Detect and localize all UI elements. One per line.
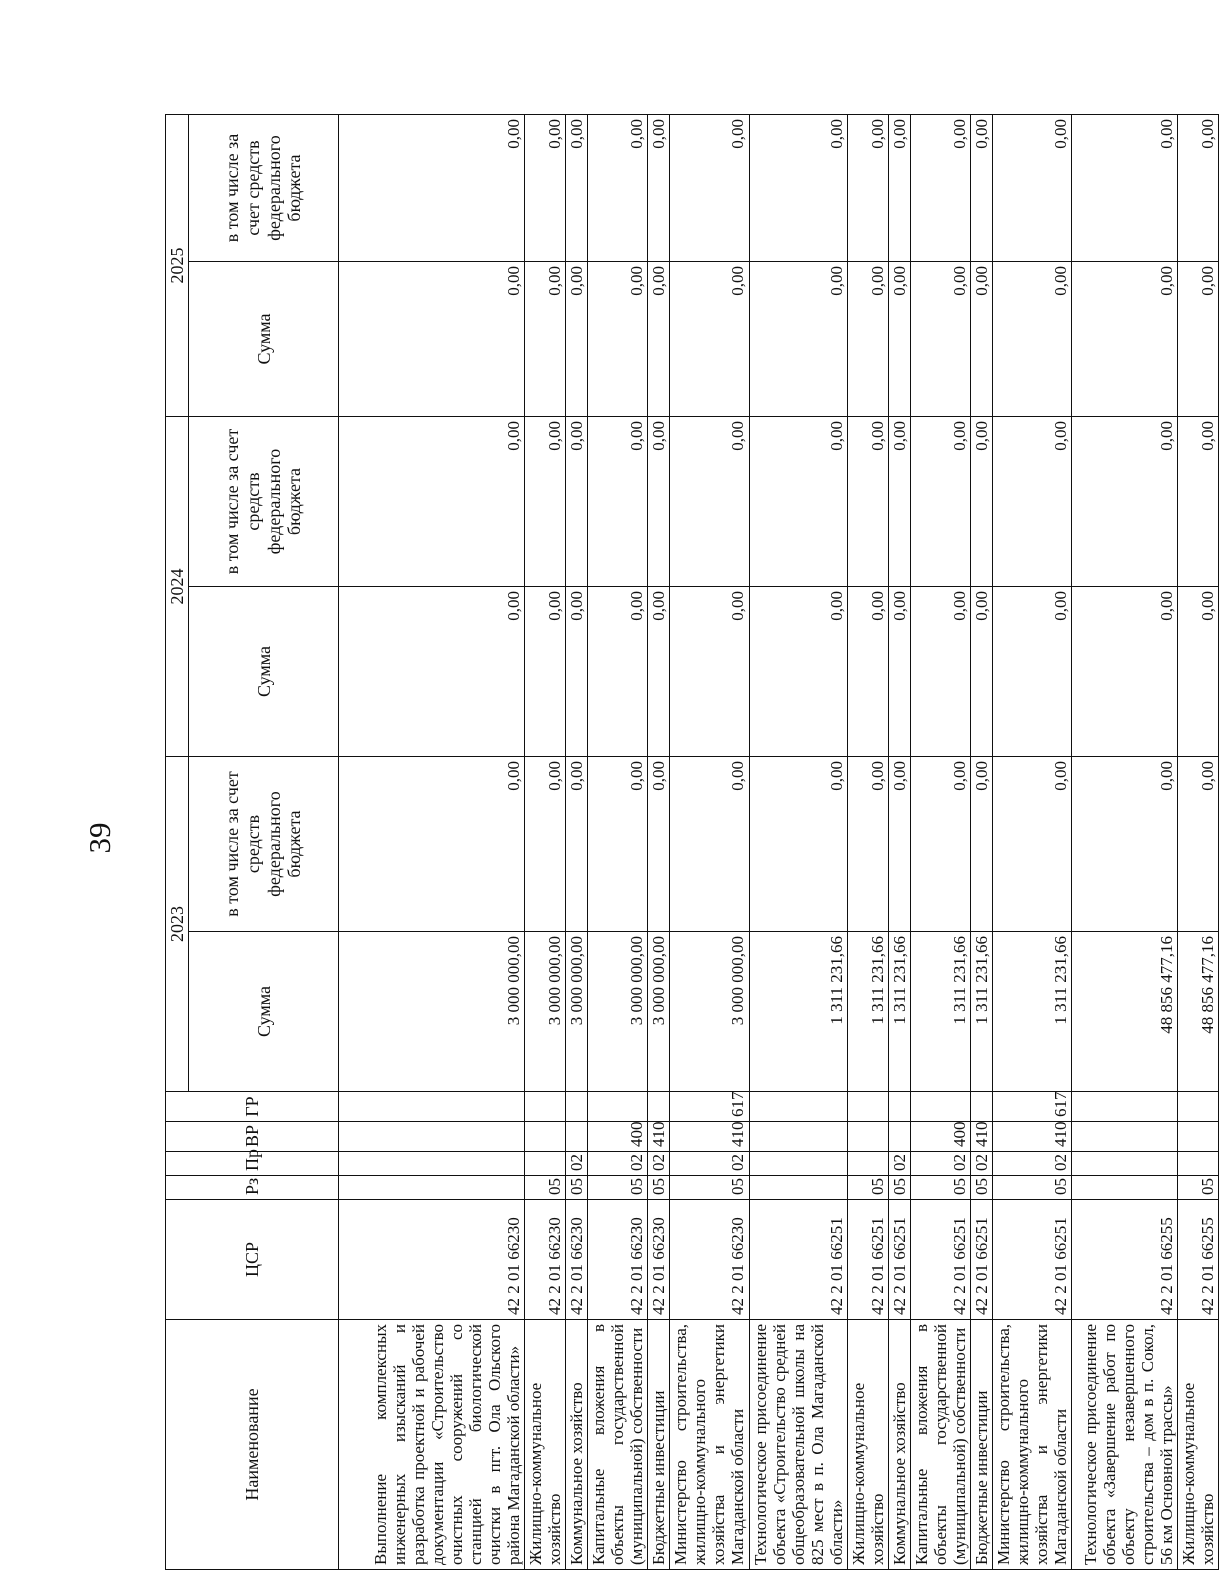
row-vr: 410	[648, 1122, 670, 1152]
row-vr	[525, 1122, 566, 1152]
header-federal: в том числе за счет средств федерального бюджета	[189, 115, 339, 262]
row-gr	[648, 1092, 670, 1122]
row-federal-2023: 0,00	[910, 757, 970, 932]
row-name: Министерство строительства, жилищно-коммунального хозяйства и энергетики Магаданской области	[992, 1320, 1071, 1570]
row-rz: 05	[910, 1176, 970, 1200]
row-sum-2024: 0,00	[749, 587, 847, 757]
header-federal: в том числе за счет средств федерального бюджета	[189, 757, 339, 932]
row-pr: 02	[910, 1152, 970, 1176]
row-sum-2025: 0,00	[992, 262, 1071, 417]
row-federal-2024: 0,00	[970, 417, 992, 587]
row-sum-2024: 0,00	[910, 587, 970, 757]
row-csr: 42 2 01 66255	[1178, 1200, 1219, 1320]
table-row	[670, 115, 749, 1570]
row-vr	[847, 1122, 888, 1152]
row-gr: 617	[670, 1092, 749, 1122]
table-row	[910, 115, 970, 1570]
header-federal: в том числе за счет средств федерального бюджета	[189, 417, 339, 587]
row-federal-2025: 0,00	[588, 115, 648, 262]
row-federal-2023: 0,00	[566, 757, 588, 932]
row-sum-2024: 0,00	[566, 587, 588, 757]
row-name: Жилищно-коммунальное хозяйство	[1178, 1320, 1219, 1570]
header-pr: Пр	[166, 1152, 339, 1176]
row-pr: 02	[888, 1152, 910, 1176]
table-body	[339, 115, 1219, 1570]
row-federal-2023: 0,00	[339, 757, 525, 932]
row-sum-2025: 0,00	[588, 262, 648, 417]
row-sum-2024: 0,00	[648, 587, 670, 757]
row-federal-2025: 0,00	[847, 115, 888, 262]
row-federal-2025: 0,00	[1178, 115, 1219, 262]
row-sum-2024: 0,00	[670, 587, 749, 757]
row-vr	[1178, 1122, 1219, 1152]
row-sum-2025: 0,00	[566, 262, 588, 417]
row-federal-2024: 0,00	[749, 417, 847, 587]
row-gr	[910, 1092, 970, 1122]
row-sum-2025: 0,00	[970, 262, 992, 417]
table-row	[525, 115, 566, 1570]
row-rz: 05	[588, 1176, 648, 1200]
row-name: Бюджетные инвестиции	[970, 1320, 992, 1570]
row-vr	[749, 1122, 847, 1152]
header-csr: ЦСР	[166, 1200, 339, 1320]
row-pr: 02	[670, 1152, 749, 1176]
row-sum-2024: 0,00	[970, 587, 992, 757]
table-row	[588, 115, 648, 1570]
row-federal-2025: 0,00	[970, 115, 992, 262]
row-csr: 42 2 01 66251	[847, 1200, 888, 1320]
row-sum-2023: 48 856 477,16	[1178, 932, 1219, 1092]
row-vr: 410	[970, 1122, 992, 1152]
row-sum-2023: 3 000 000,00	[339, 932, 525, 1092]
row-sum-2023: 1 311 231,66	[847, 932, 888, 1092]
row-csr: 42 2 01 66251	[970, 1200, 992, 1320]
row-rz: 05	[648, 1176, 670, 1200]
row-rz	[339, 1176, 525, 1200]
row-name: Технологическое присоединение объекта «Завершение работ по объекту незавершенного строительства – дом в п. Сокол, 56 км Основной трассы»	[1072, 1320, 1178, 1570]
row-csr: 42 2 01 66230	[525, 1200, 566, 1320]
row-rz: 05	[992, 1176, 1071, 1200]
row-federal-2024: 0,00	[1072, 417, 1178, 587]
row-pr	[847, 1152, 888, 1176]
row-name: Выполнение комплексных инженерных изысканий и разработка проектной и рабочей документации «Строительство очистных сооружений со станцией биологической очистки в пгт. Ола Ольского района Магаданской области»	[339, 1320, 525, 1570]
row-sum-2024: 0,00	[992, 587, 1071, 757]
row-federal-2023: 0,00	[588, 757, 648, 932]
row-sum-2025: 0,00	[1178, 262, 1219, 417]
row-sum-2023: 1 311 231,66	[992, 932, 1071, 1092]
row-sum-2024: 0,00	[525, 587, 566, 757]
header-gr: ГР	[166, 1092, 339, 1122]
row-csr: 42 2 01 66230	[648, 1200, 670, 1320]
row-rz: 05	[566, 1176, 588, 1200]
row-gr	[970, 1092, 992, 1122]
row-sum-2024: 0,00	[339, 587, 525, 757]
row-sum-2025: 0,00	[339, 262, 525, 417]
row-federal-2023: 0,00	[525, 757, 566, 932]
row-federal-2023: 0,00	[648, 757, 670, 932]
page-number: 39	[82, 822, 117, 854]
row-name: Коммунальное хозяйство	[888, 1320, 910, 1570]
row-csr: 42 2 01 66255	[1072, 1200, 1178, 1320]
row-sum-2025: 0,00	[525, 262, 566, 417]
row-name: Технологическое присоединение объекта «Строительство средней общеобразовательной школы на 825 мест в п. Ола Магаданской области»	[749, 1320, 847, 1570]
table-row	[339, 115, 525, 1570]
row-vr	[566, 1122, 588, 1152]
row-sum-2023: 1 311 231,66	[749, 932, 847, 1092]
header-sum: Сумма	[189, 587, 339, 757]
header-year-2025: 2025	[166, 115, 189, 417]
row-federal-2025: 0,00	[670, 115, 749, 262]
row-federal-2025: 0,00	[648, 115, 670, 262]
row-name: Бюджетные инвестиции	[648, 1320, 670, 1570]
row-federal-2024: 0,00	[910, 417, 970, 587]
row-federal-2023: 0,00	[992, 757, 1071, 932]
row-gr	[525, 1092, 566, 1122]
row-pr: 02	[970, 1152, 992, 1176]
row-csr: 42 2 01 66230	[670, 1200, 749, 1320]
row-pr	[525, 1152, 566, 1176]
header-year-2024: 2024	[166, 417, 189, 757]
budget-table	[165, 114, 1219, 1570]
row-sum-2023: 3 000 000,00	[566, 932, 588, 1092]
row-rz: 05	[1178, 1176, 1219, 1200]
row-federal-2024: 0,00	[1178, 417, 1219, 587]
row-vr: 410	[992, 1122, 1071, 1152]
row-pr: 02	[588, 1152, 648, 1176]
row-rz	[749, 1176, 847, 1200]
row-sum-2024: 0,00	[847, 587, 888, 757]
row-name: Коммунальное хозяйство	[566, 1320, 588, 1570]
rotated-table-area	[165, 115, 1218, 1570]
row-federal-2025: 0,00	[749, 115, 847, 262]
table-row	[1072, 115, 1178, 1570]
row-federal-2023: 0,00	[1178, 757, 1219, 932]
row-sum-2025: 0,00	[1072, 262, 1178, 417]
row-sum-2023: 3 000 000,00	[525, 932, 566, 1092]
row-federal-2025: 0,00	[566, 115, 588, 262]
row-federal-2023: 0,00	[888, 757, 910, 932]
row-gr: 617	[992, 1092, 1071, 1122]
row-sum-2024: 0,00	[1178, 587, 1219, 757]
row-vr: 400	[910, 1122, 970, 1152]
row-csr: 42 2 01 66251	[992, 1200, 1071, 1320]
row-vr	[339, 1122, 525, 1152]
row-sum-2023: 1 311 231,66	[970, 932, 992, 1092]
row-sum-2025: 0,00	[648, 262, 670, 417]
row-sum-2024: 0,00	[888, 587, 910, 757]
row-csr: 42 2 01 66251	[749, 1200, 847, 1320]
row-federal-2023: 0,00	[970, 757, 992, 932]
row-sum-2023: 1 311 231,66	[888, 932, 910, 1092]
row-rz: 05	[847, 1176, 888, 1200]
row-name: Жилищно-коммунальное хозяйство	[847, 1320, 888, 1570]
row-sum-2023: 1 311 231,66	[910, 932, 970, 1092]
row-vr	[888, 1122, 910, 1152]
row-name: Капитальные вложения в объекты государственной (муниципальной) собственности	[588, 1320, 648, 1570]
header-vr: ВР	[166, 1122, 339, 1152]
row-vr: 400	[588, 1122, 648, 1152]
row-federal-2023: 0,00	[847, 757, 888, 932]
row-federal-2025: 0,00	[339, 115, 525, 262]
row-federal-2024: 0,00	[525, 417, 566, 587]
table-row	[970, 115, 992, 1570]
row-federal-2025: 0,00	[992, 115, 1071, 262]
row-gr	[566, 1092, 588, 1122]
row-csr: 42 2 01 66230	[339, 1200, 525, 1320]
table-row	[992, 115, 1071, 1570]
table-row	[749, 115, 847, 1570]
row-gr	[749, 1092, 847, 1122]
row-federal-2024: 0,00	[648, 417, 670, 587]
table-row	[888, 115, 910, 1570]
header-rz: Рз	[166, 1176, 339, 1200]
row-sum-2025: 0,00	[670, 262, 749, 417]
row-federal-2023: 0,00	[1072, 757, 1178, 932]
table-row	[1178, 115, 1219, 1570]
row-sum-2025: 0,00	[910, 262, 970, 417]
row-sum-2025: 0,00	[888, 262, 910, 417]
row-federal-2024: 0,00	[588, 417, 648, 587]
row-sum-2025: 0,00	[847, 262, 888, 417]
row-sum-2023: 3 000 000,00	[648, 932, 670, 1092]
row-sum-2023: 48 856 477,16	[1072, 932, 1178, 1092]
row-rz: 05	[888, 1176, 910, 1200]
row-vr	[1072, 1122, 1178, 1152]
row-rz	[1072, 1176, 1178, 1200]
row-name: Капитальные вложения в объекты государственной (муниципальной) собственности	[910, 1320, 970, 1570]
row-csr: 42 2 01 66251	[910, 1200, 970, 1320]
row-pr: 02	[648, 1152, 670, 1176]
row-csr: 42 2 01 66230	[588, 1200, 648, 1320]
row-rz: 05	[525, 1176, 566, 1200]
row-sum-2024: 0,00	[588, 587, 648, 757]
header-sum: Сумма	[189, 932, 339, 1092]
row-sum-2024: 0,00	[1072, 587, 1178, 757]
row-csr: 42 2 01 66251	[888, 1200, 910, 1320]
row-rz: 05	[970, 1176, 992, 1200]
row-federal-2025: 0,00	[888, 115, 910, 262]
row-csr: 42 2 01 66230	[566, 1200, 588, 1320]
row-pr: 02	[992, 1152, 1071, 1176]
row-federal-2024: 0,00	[888, 417, 910, 587]
row-federal-2024: 0,00	[847, 417, 888, 587]
header-year-2023: 2023	[166, 757, 189, 1092]
row-name: Жилищно-коммунальное хозяйство	[525, 1320, 566, 1570]
row-federal-2023: 0,00	[749, 757, 847, 932]
row-federal-2025: 0,00	[525, 115, 566, 262]
row-federal-2024: 0,00	[992, 417, 1071, 587]
row-sum-2023: 3 000 000,00	[670, 932, 749, 1092]
row-gr	[847, 1092, 888, 1122]
row-pr	[1178, 1152, 1219, 1176]
row-gr	[1178, 1092, 1219, 1122]
row-federal-2024: 0,00	[339, 417, 525, 587]
table-row	[648, 115, 670, 1570]
row-gr	[1072, 1092, 1178, 1122]
row-sum-2023: 3 000 000,00	[588, 932, 648, 1092]
row-pr: 02	[566, 1152, 588, 1176]
table-row	[847, 115, 888, 1570]
row-federal-2025: 0,00	[1072, 115, 1178, 262]
row-sum-2025: 0,00	[749, 262, 847, 417]
row-federal-2024: 0,00	[670, 417, 749, 587]
row-vr: 410	[670, 1122, 749, 1152]
header-sum: Сумма	[189, 262, 339, 417]
row-federal-2023: 0,00	[670, 757, 749, 932]
row-gr	[588, 1092, 648, 1122]
table-row	[566, 115, 588, 1570]
header-name: Наименование	[166, 1320, 339, 1570]
row-name: Министерство строительства, жилищно-коммунального хозяйства и энергетики Магаданской области	[670, 1320, 749, 1570]
row-federal-2025: 0,00	[910, 115, 970, 262]
row-pr	[339, 1152, 525, 1176]
row-gr	[339, 1092, 525, 1122]
row-pr	[749, 1152, 847, 1176]
row-pr	[1072, 1152, 1178, 1176]
row-federal-2024: 0,00	[566, 417, 588, 587]
row-rz: 05	[670, 1176, 749, 1200]
row-gr	[888, 1092, 910, 1122]
